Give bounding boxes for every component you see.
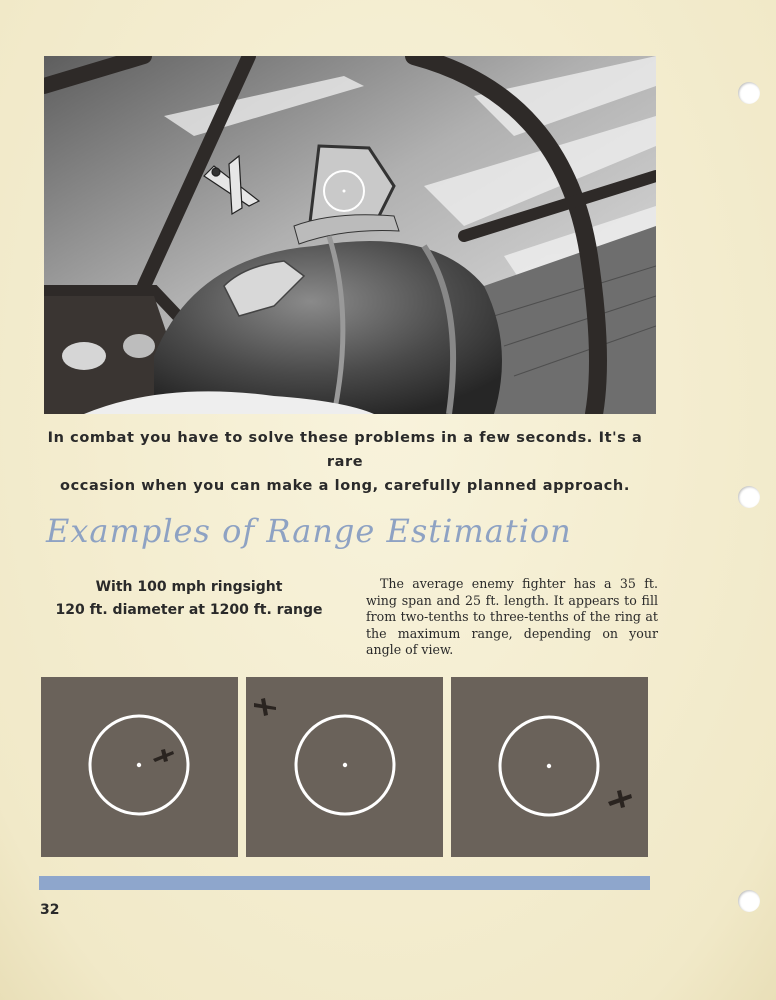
- example-panel-2: [246, 677, 443, 857]
- section-title: Examples of Range Estimation: [46, 512, 572, 550]
- body-paragraph: The average enemy fighter has a 35 ft. wing span and 25 ft. length. It appears to fill from two-tenths to three-tenths of the ring at the maximum range, depending on your angle of view.: [366, 576, 658, 657]
- illustration-caption: [30, 426, 660, 498]
- caption-line-1: In combat you have to solve these problems in a few seconds. It's a rare: [47, 430, 643, 470]
- ringsight-spec: [44, 576, 334, 622]
- ringsight-line-1: With 100 mph ringsight: [95, 579, 283, 595]
- example-panel-3: [451, 677, 648, 857]
- example-panel-1: [41, 677, 238, 857]
- enemy-fighter-silhouette: [608, 790, 632, 808]
- ringsight-line-2: 120 ft. diameter at 1200 ft. range: [55, 602, 323, 618]
- decorative-bar: [39, 876, 650, 890]
- binder-hole: [738, 82, 760, 104]
- cockpit-illustration-svg: [44, 56, 656, 414]
- ringsight-reticle: [246, 677, 443, 857]
- binder-hole: [738, 890, 760, 912]
- cockpit-illustration: [44, 56, 656, 414]
- enemy-fighter-silhouette: [254, 698, 276, 716]
- binder-hole: [738, 486, 760, 508]
- ringsight-reticle: [451, 677, 648, 857]
- caption-line-2: occasion when you can make a long, carefully planned approach.: [60, 478, 630, 494]
- ringsight-reticle: [41, 677, 238, 857]
- page-number: 32: [40, 902, 60, 918]
- enemy-fighter-silhouette: [153, 749, 174, 762]
